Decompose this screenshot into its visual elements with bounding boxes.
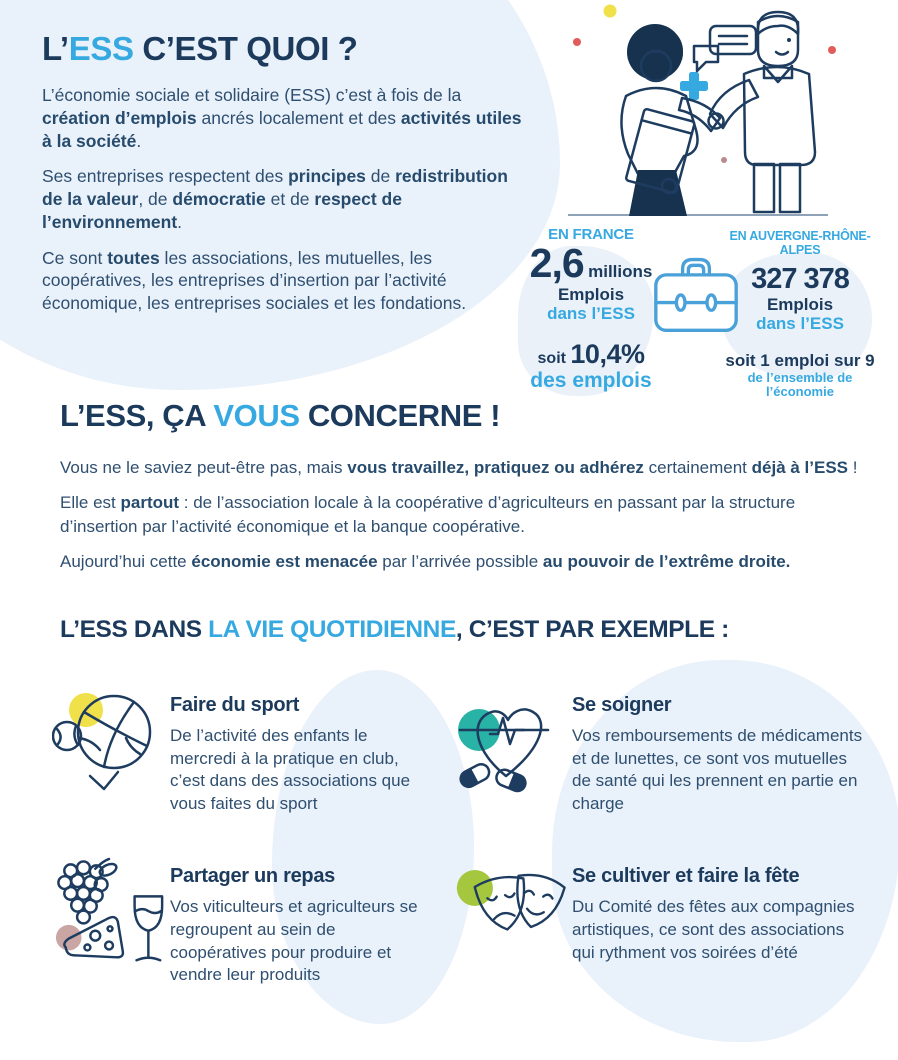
stat-france-value-row bbox=[528, 240, 654, 286]
card-sport-body bbox=[170, 686, 432, 815]
section-what-paragraph-1: L’économie sociale et solidaire (ESS) c’est à fois de la création d’emplois ancrés localement et des activités utiles à la société. bbox=[42, 85, 522, 151]
stat-france-label1: Emplois bbox=[557, 285, 625, 304]
section-concern-paragraph-1: Vous ne le saviez peut-être pas, mais vous travaillez, pratiquez ou adhérez certainement déjà à l’ESS ! bbox=[60, 458, 858, 477]
card-meal-text: Vos viticulteurs et agriculteurs se regroupent au sein de coopératives pour produire et vendre leur produits bbox=[170, 897, 418, 985]
card-culture-text: Du Comité des fêtes aux compagnies artistiques, ce sont des associations qui rythment vos soirées d’été bbox=[572, 897, 855, 962]
stat-france-value: 2,6 bbox=[529, 240, 584, 286]
handshake-illustration bbox=[552, 2, 844, 226]
card-culture-title: Se cultiver et faire la fête bbox=[572, 865, 800, 888]
stat-region-label1: Emplois bbox=[766, 295, 834, 314]
stat-region-foot: soit 1 emploi sur 9 bbox=[725, 351, 875, 371]
stat-france bbox=[528, 226, 654, 392]
card-health-body bbox=[572, 686, 868, 815]
card-health-text: Vos remboursements de médicaments et de lunettes, ce sont vos mutuelles de santé qui les prennent en partie en charge bbox=[572, 726, 863, 813]
card-meal bbox=[52, 857, 454, 986]
two-people-handshake-icon bbox=[552, 2, 844, 226]
section-concern-title: L’ESS, ÇA VOUS CONCERNE ! bbox=[60, 398, 501, 433]
stat-region bbox=[716, 229, 884, 399]
card-culture bbox=[454, 857, 870, 986]
section-what-paragraph-3: Ce sont toutes les associations, les mutuelles, les coopératives, les entreprises d’insertion par l’activité économique, les entreprises sociales et les fondations. bbox=[42, 247, 467, 313]
section-what-paragraph-2: Ses entreprises respectent des principes de redistribution de la valeur, de démocratie et de respect de l’environnement. bbox=[42, 166, 508, 232]
section-concern-paragraph-2: Elle est partout : de l’association locale à la coopérative d’agriculteurs en passant par la structure d’insertion par l’activité économique et la banque coopérative. bbox=[60, 493, 796, 536]
stat-france-foot-label: des emplois bbox=[530, 369, 652, 393]
theater-masks-icon bbox=[454, 857, 572, 962]
examples-grid bbox=[52, 686, 870, 987]
stat-france-value-suffix: millions bbox=[588, 262, 653, 281]
section-what-title: L’ESS C’EST QUOI ? bbox=[42, 30, 358, 67]
card-sport bbox=[52, 686, 454, 815]
stat-region-label2: dans l’ESS bbox=[756, 313, 844, 333]
card-health bbox=[454, 686, 870, 815]
section-daily-life-title: L’ESS DANS LA VIE QUOTIDIENNE, C’EST PAR EXEMPLE : bbox=[60, 616, 729, 643]
stat-region-header: EN AUVERGNE-RHÔNE-ALPES bbox=[729, 229, 871, 257]
stat-region-foot-label: de l’ensemble de l’économie bbox=[747, 370, 853, 400]
heart-health-icon bbox=[454, 686, 572, 803]
stat-region-value: 327 378 bbox=[751, 263, 849, 295]
stat-france-label2: dans l’ESS bbox=[547, 303, 635, 323]
card-meal-title: Partager un repas bbox=[170, 865, 335, 888]
section-concerns-you bbox=[60, 398, 864, 586]
section-concern-paragraph-3: Aujourd’hui cette économie est menacée par l’arrivée possible au pouvoir de l’extrême droite. bbox=[60, 552, 791, 572]
card-sport-text: De l’activité des enfants le mercredi à la pratique en club, c’est dans des associations que vous faites du sport bbox=[170, 726, 411, 813]
basketball-tennis-icon bbox=[52, 686, 170, 809]
card-health-title: Se soigner bbox=[572, 694, 672, 716]
card-sport-title: Faire du sport bbox=[170, 694, 300, 716]
grapes-cheese-wine-icon bbox=[52, 857, 170, 980]
section-what-is-ess bbox=[42, 30, 522, 328]
card-meal-body bbox=[170, 857, 432, 986]
stat-france-foot: soit 10,4% des emplois bbox=[528, 339, 654, 392]
stats-panel bbox=[528, 226, 884, 400]
card-culture-body bbox=[572, 857, 868, 964]
stat-france-header: EN FRANCE bbox=[548, 226, 634, 243]
